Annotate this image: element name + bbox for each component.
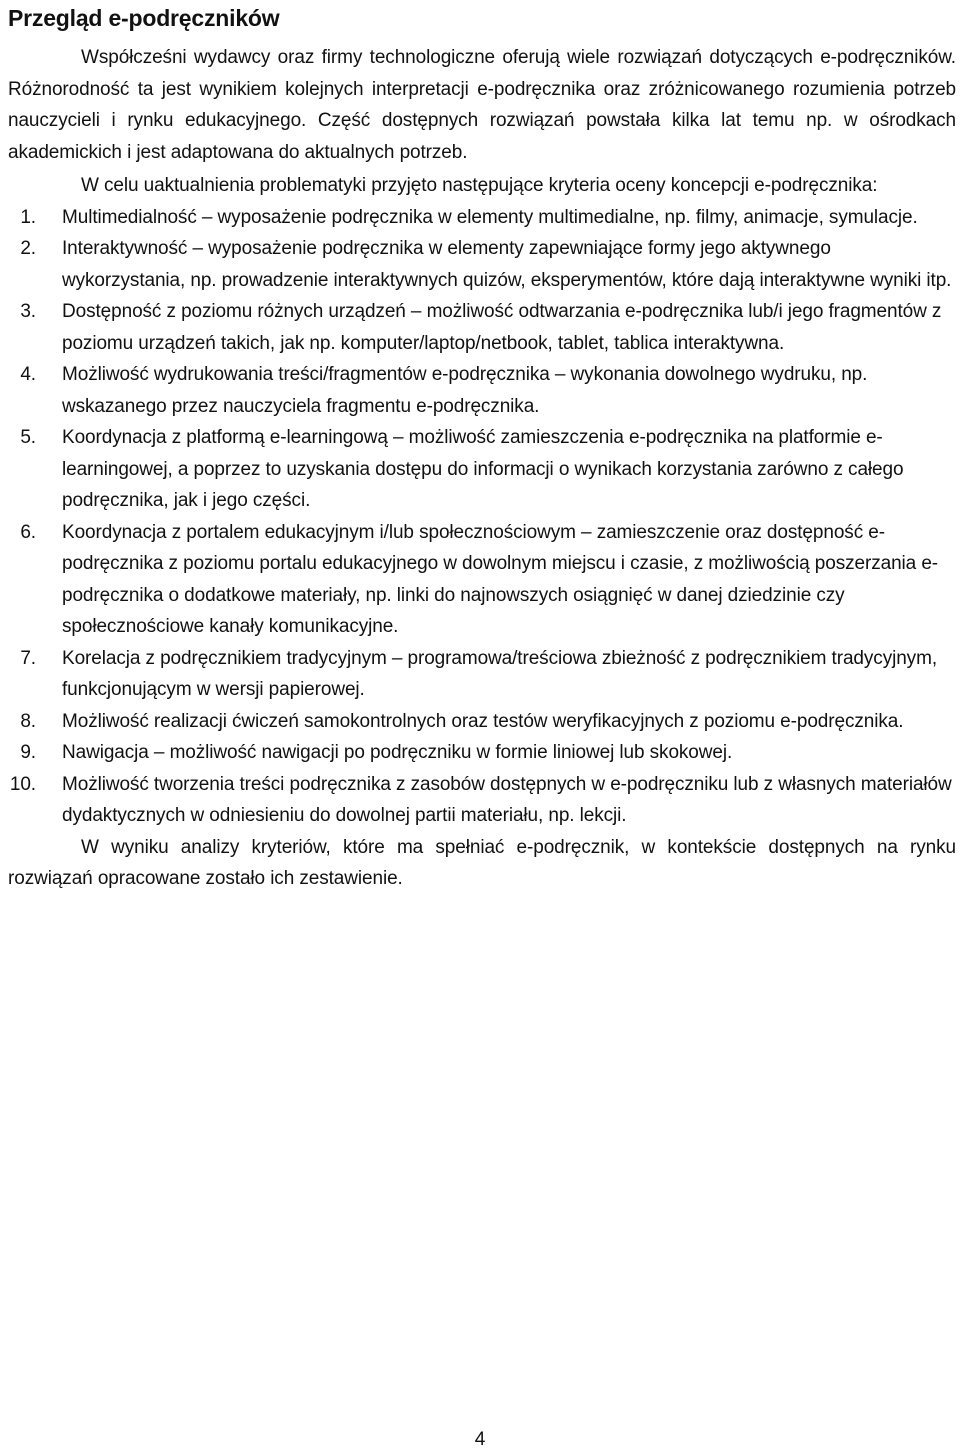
criteria-text: Korelacja z podręcznikiem tradycyjnym – programowa/treściowa zbieżność z podręcznikiem tradycyjnym, funkcjonującym w wersji papierowej. bbox=[62, 647, 937, 700]
criteria-number: 3. bbox=[20, 301, 36, 322]
criteria-text: Multimedialność – wyposażenie podręcznika w elementy multimedialne, np. filmy, animacje, symulacje. bbox=[62, 206, 918, 228]
criteria-text: Koordynacja z portalem edukacyjnym i/lub społecznościowym – zamieszczenie oraz dostępność e-podręcznika z poziomu portalu edukacyjnego w dowolnym miejscu i czasie, z możliwością poszerzania e-podręcznika o dodatkowe materiały, np. linki do najnowszych osiągnięć w danej dziedzinie czy społecznościowe kanały komunikacyjne. bbox=[62, 521, 939, 637]
criteria-item bbox=[8, 202, 956, 234]
closing-paragraph: W wyniku analizy kryteriów, które ma spełniać e-podręcznik, w kontekście dostępnych na rynku rozwiązań opracowane zostało ich zestawienie. bbox=[8, 836, 956, 889]
criteria-number: 6. bbox=[20, 521, 36, 543]
criteria-text: Interaktywność – wyposażenie podręcznika w elementy zapewniające formy jego aktywnego wykorzystania, np. prowadzenie interaktywnych quizów, eksperymentów, które dają interaktywne wyniki itp. bbox=[62, 238, 952, 291]
criteria-text: Dostępność z poziomu różnych urządzeń – możliwość odtwarzania e-podręcznika lub/i jego fragmentów z poziomu urządzeń takich, jak np. komputer/laptop/netbook, tablet, tablica interaktywna. bbox=[62, 301, 942, 354]
criteria-item bbox=[8, 233, 956, 296]
criteria-item bbox=[8, 296, 956, 359]
criteria-list bbox=[8, 202, 956, 832]
intro-paragraph-2: W celu uaktualnienia problematyki przyjęto następujące kryteria oceny koncepcji e-podręcznika: bbox=[81, 175, 878, 196]
criteria-item bbox=[8, 769, 956, 832]
section-heading: Przegląd e-podręczników bbox=[8, 5, 280, 31]
criteria-item bbox=[8, 706, 956, 738]
criteria-number: 2. bbox=[20, 238, 36, 259]
criteria-item bbox=[8, 359, 956, 422]
criteria-number: 10. bbox=[9, 773, 36, 795]
criteria-number: 4. bbox=[20, 364, 36, 385]
criteria-number: 8. bbox=[20, 710, 36, 732]
intro-paragraph-1: Współcześni wydawcy oraz firmy technologiczne oferują wiele rozwiązań dotyczących e-podręczników. Różnorodność ta jest wynikiem kolejnych interpretacji e-podręcznika oraz zróżnicowanego rozumienia potrzeb nauczycieli i rynku edukacyjnego. Część dostępnych rozwiązań powstała kilka lat temu np. w ośrodkach akademickich i jest adaptowana do aktualnych potrzeb. bbox=[8, 47, 956, 163]
criteria-item bbox=[8, 422, 956, 517]
criteria-text: Możliwość wydrukowania treści/fragmentów e-podręcznika – wykonania dowolnego wydruku, np. wskazanego przez nauczyciela fragmentu e-podręcznika. bbox=[62, 364, 868, 417]
document-page bbox=[8, 0, 956, 1455]
criteria-text: Możliwość realizacji ćwiczeń samokontrolnych oraz testów weryfikacyjnych z poziomu e-podręcznika. bbox=[62, 710, 904, 732]
criteria-item bbox=[8, 517, 956, 643]
criteria-item bbox=[8, 737, 956, 769]
criteria-item bbox=[8, 643, 956, 706]
criteria-text: Możliwość tworzenia treści podręcznika z zasobów dostępnych w e-podręczniku lub z własnych materiałów dydaktycznych w odniesieniu do dowolnej partii materiału, np. lekcji. bbox=[62, 773, 952, 826]
criteria-text: Nawigacja – możliwość nawigacji po podręczniku w formie liniowej lub skokowej. bbox=[62, 742, 733, 763]
criteria-number: 7. bbox=[20, 647, 36, 669]
criteria-number: 9. bbox=[20, 742, 36, 763]
page-number: 4 bbox=[474, 1429, 486, 1450]
criteria-number: 5. bbox=[20, 427, 36, 448]
criteria-number: 1. bbox=[20, 206, 36, 228]
criteria-text: Koordynacja z platformą e-learningową – możliwość zamieszczenia e-podręcznika na platformie e-learningowej, a poprzez to uzyskania dostępu do informacji o wynikach korzystania zarówno z całego podręcznika, jak i jego części. bbox=[62, 427, 904, 511]
